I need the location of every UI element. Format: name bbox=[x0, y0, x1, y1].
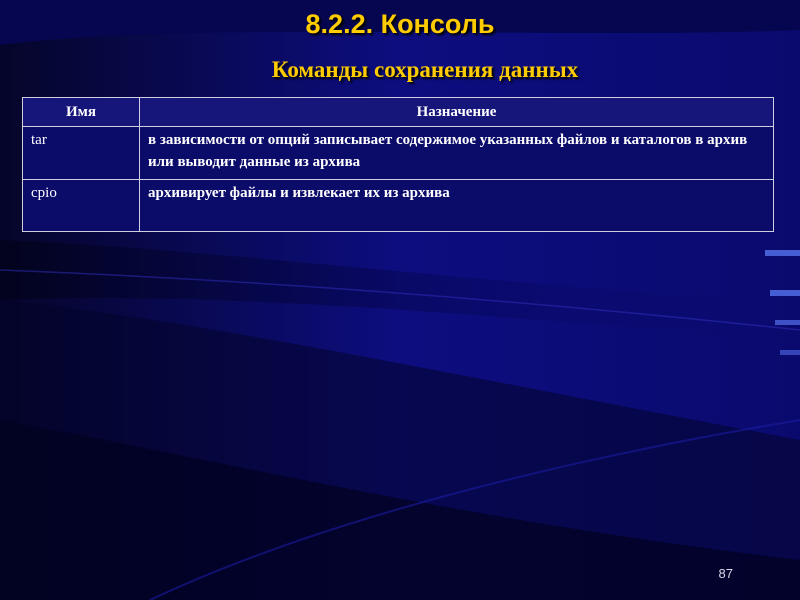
command-name-cell: tar bbox=[23, 127, 140, 180]
column-header-purpose: Назначение bbox=[140, 98, 774, 127]
commands-table bbox=[22, 97, 774, 232]
command-purpose-cell: в зависимости от опций записывает содержимое указанных файлов и каталогов в архив или выводит данные из архива bbox=[140, 127, 774, 180]
command-name-cell: cpio bbox=[23, 180, 140, 232]
table-row bbox=[23, 127, 774, 180]
page-number: 87 bbox=[718, 566, 733, 581]
column-header-name: Имя bbox=[23, 98, 140, 127]
slide-title: 8.2.2. Консоль bbox=[305, 9, 495, 39]
command-purpose-cell: архивирует файлы и извлекает их из архива bbox=[140, 180, 774, 232]
table-row bbox=[23, 180, 774, 232]
slide-subtitle: Команды сохранения данных bbox=[271, 57, 579, 82]
table-header-row bbox=[23, 98, 774, 127]
